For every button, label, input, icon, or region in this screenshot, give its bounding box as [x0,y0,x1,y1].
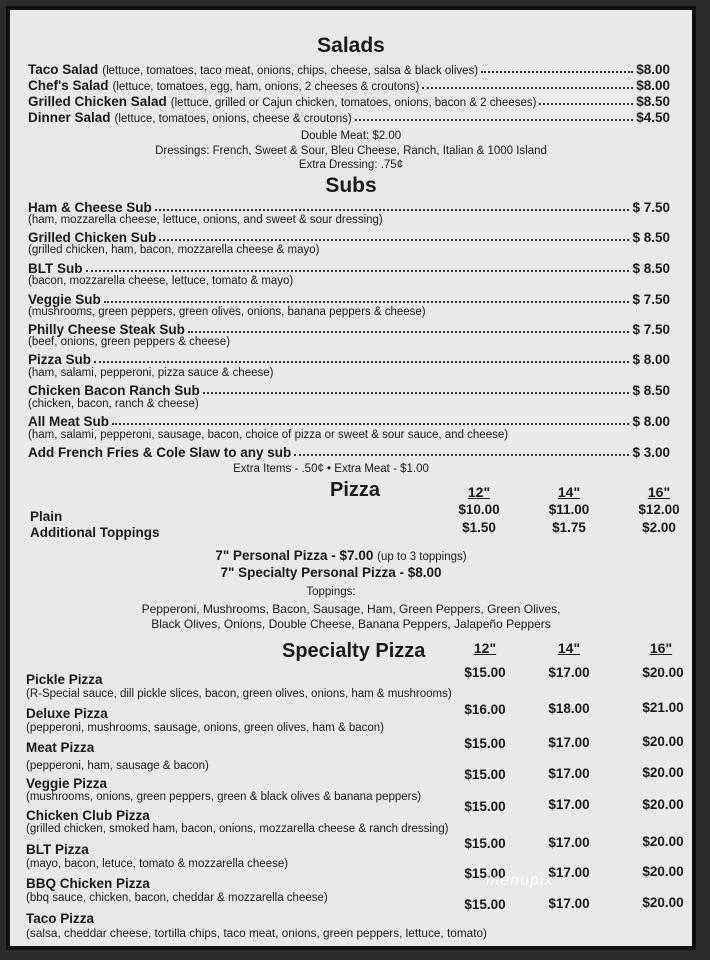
price: $15.00 [464,767,506,782]
pizza-desc: (R-Special sauce, dill pickle slices, bacon, green olives, onions, ham & mushrooms) [26,688,452,700]
menu-item [28,290,670,307]
size-16: 16" [647,484,671,500]
item-name: Pizza Sub [28,352,92,367]
item-price: $4.50 [636,110,670,125]
price: $12.00 [638,502,680,517]
menu-page [6,6,696,950]
leader-dots [422,87,633,89]
price: $15.00 [464,836,506,851]
item-name: Grilled Chicken Sub [28,230,157,245]
leader-dots [203,392,630,394]
item-name: Taco Salad [28,62,99,77]
toppings-title: Toppings: [306,586,356,598]
double-meat-note: Double Meat: $2.00 [300,130,402,142]
price: $21.00 [642,700,684,715]
personal-pizza-label: 7" Personal Pizza - $7.00 [215,548,374,563]
price: $20.00 [642,895,684,910]
item-desc: (grilled chicken, ham, bacon, mozzarella cheese & mayo) [28,244,320,256]
menu-item [28,198,670,215]
price: $20.00 [642,834,684,849]
item-desc: (ham, salami, pepperoni, pizza sauce & cheese) [28,367,274,379]
watermark-logo: menupix [486,872,554,889]
pizza-name: Chicken Club Pizza [26,808,150,823]
item-name: Chicken Bacon Ranch Sub [28,383,200,398]
toppings-label: Additional Toppings [30,525,160,540]
leader-dots [155,209,630,211]
price: $15.00 [464,736,506,751]
pizza-name: Pickle Pizza [26,672,103,687]
price: $11.00 [548,502,590,517]
price: $20.00 [642,797,684,812]
price: $20.00 [642,765,684,780]
item-desc: (lettuce, grilled or Cajun chicken, tomatoes, onions, bacon & 2 cheeses) [170,97,537,109]
item-price: $ 7.50 [632,322,670,337]
size-12: 12" [473,640,497,656]
size-12: 12" [467,484,491,500]
salads-title: Salads [317,34,385,57]
size-14: 14" [557,484,581,500]
size-16: 16" [649,640,673,656]
pizza-desc: (pepperoni, mushrooms, sausage, onions, green olives, ham & bacon) [26,722,384,734]
leader-dots [355,119,634,121]
item-price: $ 8.50 [632,261,670,276]
item-desc: (bacon, mozzarella cheese, lettuce, tomato & mayo) [28,275,294,287]
item-name: All Meat Sub [28,414,110,429]
price: $16.00 [464,702,506,717]
item-desc: (mushrooms, green peppers, green olives, onions, banana peppers & cheese) [28,306,426,318]
pizza-name: Taco Pizza [26,911,95,926]
pizza-name: Meat Pizza [26,740,95,755]
price: $17.00 [548,835,590,850]
price: $18.00 [548,701,590,716]
price: $15.00 [464,665,506,680]
plain-label: Plain [30,509,63,524]
leader-dots [188,331,630,333]
item-name: BLT Sub [28,261,83,276]
menu-item [28,108,670,125]
item-desc: (beef, onions, green peppers & cheese) [28,336,231,348]
leader-dots [294,454,629,456]
item-desc: (ham, mozzarella cheese, lettuce, onions, and sweet & sour dressing) [28,214,383,226]
personal-pizza [6,548,692,563]
pizza-desc: (bbq sauce, chicken, bacon, cheddar & mozzarella cheese) [26,892,328,904]
menu-item [28,381,670,398]
item-desc: (lettuce, tomatoes, onions, cheese & croutons) [114,113,352,125]
personal-pizza-note: (up to 3 toppings) [377,551,467,563]
subs-title: Subs [325,174,377,197]
pizza-name: Deluxe Pizza [26,706,108,721]
specialty-personal-pizza: 7" Specialty Personal Pizza - $8.00 [220,565,442,580]
price: $17.00 [548,797,590,812]
pizza-desc: (salsa, cheddar cheese, tortilla chips, taco meat, onions, green peppers, lettuce, tomato) [26,926,487,940]
extras-note: Extra Items - .50¢ • Extra Meat - $1.00 [233,463,429,475]
leader-dots [104,301,630,303]
addon-item [28,443,670,460]
item-name: Grilled Chicken Salad [28,94,167,109]
item-name: Dinner Salad [28,110,111,125]
item-price: $8.00 [636,62,670,77]
item-name: Veggie Sub [28,292,101,307]
menu-item [28,259,670,276]
price: $2.00 [642,520,676,535]
pizza-name: BLT Pizza [26,842,89,857]
menu-item [28,92,670,109]
menu-item [28,76,670,93]
item-price: $8.50 [636,94,670,109]
item-name: Philly Cheese Steak Sub [28,322,185,337]
item-desc: (lettuce, tomatoes, egg, ham, onions, 2 cheeses & croutons) [112,81,420,93]
price: $17.00 [548,896,590,911]
item-price: $ 7.50 [632,200,670,215]
item-price: $ 8.50 [632,383,670,398]
size-14: 14" [557,640,581,656]
leader-dots [481,71,633,73]
pizza-title: Pizza [330,479,381,501]
menu-item [28,320,670,337]
pizza-name: BBQ Chicken Pizza [26,876,150,891]
price: $15.00 [464,799,506,814]
price: $20.00 [642,864,684,879]
item-price: $8.00 [636,78,670,93]
extra-dressing-note: Extra Dressing: .75¢ [298,159,404,171]
item-price: $ 8.50 [632,230,670,245]
dressings-note: Dressings: French, Sweet & Sour, Bleu Cheese, Ranch, Italian & 1000 Island [155,145,547,157]
price: $17.00 [548,665,590,680]
price: $1.50 [462,520,496,535]
leader-dots [159,239,629,241]
menu-item [28,412,670,429]
pizza-desc: (mushrooms, onions, green peppers, green & black olives & banana peppers) [26,791,422,803]
pizza-desc: (grilled chicken, smoked ham, bacon, onions, mozzarella cheese & ranch dressing) [26,823,449,835]
price: $17.00 [548,865,590,880]
menu-item [28,228,670,245]
item-price: $ 8.00 [632,352,670,367]
price: $10.00 [458,502,500,517]
pizza-desc: (mayo, bacon, letuce, tomato & mozzarella cheese) [26,858,289,870]
pizza-desc: (pepperoni, ham, sausage & bacon) [26,760,209,772]
price: $20.00 [642,734,684,749]
pizza-name: Veggie Pizza [26,776,108,791]
price: $15.00 [464,897,506,912]
leader-dots [112,423,629,425]
specialty-title: Specialty Pizza [282,640,426,662]
menu-item [28,350,670,367]
addon-price: $ 3.00 [632,445,670,460]
leader-dots [94,361,629,363]
item-desc: (lettuce, tomatoes, taco meat, onions, chips, cheese, salsa & black olives) [102,65,479,77]
item-desc: (ham, salami, pepperoni, sausage, bacon, choice of pizza or sweet & sour sauce, and cheese) [28,429,509,441]
leader-dots [539,103,633,105]
item-price: $ 7.50 [632,292,670,307]
leader-dots [86,270,630,272]
item-desc: (chicken, bacon, ranch & cheese) [28,398,199,410]
price: $20.00 [642,665,684,680]
addon-name: Add French Fries & Cole Slaw to any sub [28,445,292,460]
price: $17.00 [548,766,590,781]
toppings-list: Pepperoni, Mushrooms, Bacon, Sausage, Ham, Green Peppers, Green Olives, [141,602,561,616]
item-name: Ham & Cheese Sub [28,200,152,215]
menu-item [28,60,670,77]
price: $15.00 [464,866,506,881]
toppings-list: Black Olives, Onions, Double Cheese, Banana Peppers, Jalapeño Peppers [151,617,551,631]
price: $1.75 [552,520,586,535]
item-name: Chef's Salad [28,78,109,93]
price: $17.00 [548,735,590,750]
item-price: $ 8.00 [632,414,670,429]
